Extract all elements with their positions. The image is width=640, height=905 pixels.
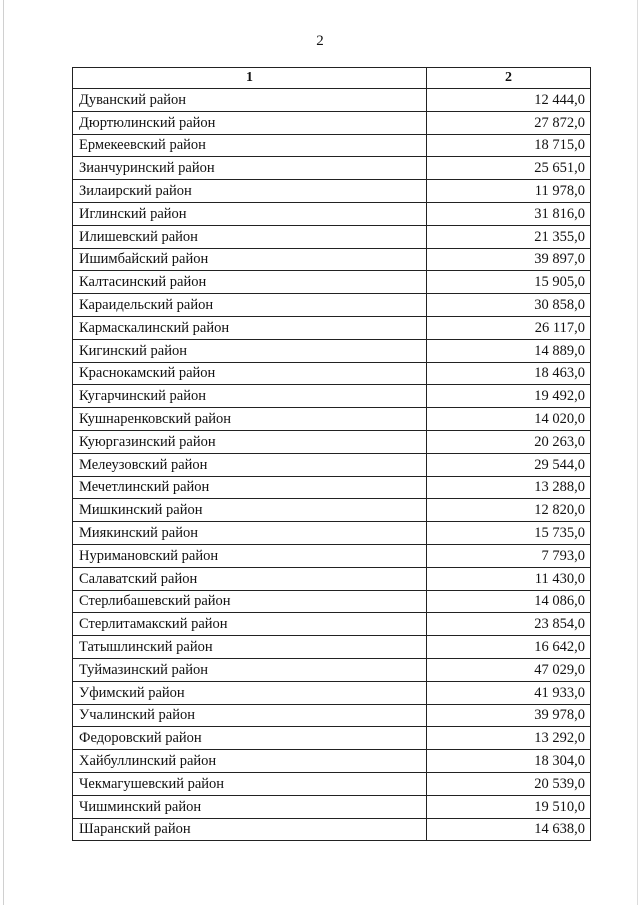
table-row [73, 681, 591, 704]
table-row [73, 522, 591, 545]
district-value-cell: 19 492,0 [427, 385, 591, 408]
district-name-cell: Стерлитамакский район [73, 613, 427, 636]
scan-edge-right [637, 0, 638, 905]
district-name-cell: Нуримановский район [73, 544, 427, 567]
district-name-cell: Кугарчинский район [73, 385, 427, 408]
district-name-cell: Шаранский район [73, 818, 427, 841]
district-value-cell: 23 854,0 [427, 613, 591, 636]
district-name-cell: Стерлибашевский район [73, 590, 427, 613]
table-row [73, 316, 591, 339]
table-row [73, 225, 591, 248]
table-row [73, 613, 591, 636]
district-value-cell: 26 117,0 [427, 316, 591, 339]
table-row [73, 567, 591, 590]
table-row [73, 134, 591, 157]
district-value-cell: 39 978,0 [427, 704, 591, 727]
district-name-cell: Чишминский район [73, 795, 427, 818]
district-value-cell: 11 430,0 [427, 567, 591, 590]
table-row [73, 704, 591, 727]
district-value-cell: 7 793,0 [427, 544, 591, 567]
district-value-cell: 20 263,0 [427, 430, 591, 453]
table-row [73, 111, 591, 134]
table-row [73, 636, 591, 659]
district-value-cell: 47 029,0 [427, 658, 591, 681]
district-value-cell: 13 292,0 [427, 727, 591, 750]
district-name-cell: Туймазинский район [73, 658, 427, 681]
district-name-cell: Краснокамский район [73, 362, 427, 385]
table-row [73, 89, 591, 112]
table-row [73, 180, 591, 203]
district-name-cell: Уфимский район [73, 681, 427, 704]
table-row [73, 362, 591, 385]
district-name-cell: Ермекеевский район [73, 134, 427, 157]
table-row [73, 271, 591, 294]
district-value-cell: 15 905,0 [427, 271, 591, 294]
district-value-cell: 16 642,0 [427, 636, 591, 659]
table-row [73, 385, 591, 408]
district-value-cell: 14 889,0 [427, 339, 591, 362]
district-name-cell: Дуванский район [73, 89, 427, 112]
district-value-cell: 20 539,0 [427, 772, 591, 795]
district-value-cell: 12 444,0 [427, 89, 591, 112]
table-row [73, 202, 591, 225]
district-name-cell: Мишкинский район [73, 499, 427, 522]
district-name-cell: Илишевский район [73, 225, 427, 248]
district-name-cell: Иглинский район [73, 202, 427, 225]
district-value-cell: 14 086,0 [427, 590, 591, 613]
district-value-cell: 30 858,0 [427, 294, 591, 317]
district-name-cell: Кигинский район [73, 339, 427, 362]
district-table [72, 67, 591, 841]
district-name-cell: Зианчуринский район [73, 157, 427, 180]
table-row [73, 248, 591, 271]
district-value-cell: 27 872,0 [427, 111, 591, 134]
district-value-cell: 14 020,0 [427, 408, 591, 431]
district-value-cell: 25 651,0 [427, 157, 591, 180]
district-value-cell: 11 978,0 [427, 180, 591, 203]
table-row [73, 818, 591, 841]
district-name-cell: Ишимбайский район [73, 248, 427, 271]
district-name-cell: Караидельский район [73, 294, 427, 317]
district-value-cell: 15 735,0 [427, 522, 591, 545]
district-value-cell: 18 304,0 [427, 750, 591, 773]
table-row [73, 294, 591, 317]
district-value-cell: 12 820,0 [427, 499, 591, 522]
district-name-cell: Татышлинский район [73, 636, 427, 659]
table-row [73, 795, 591, 818]
district-name-cell: Мелеузовский район [73, 453, 427, 476]
district-value-cell: 39 897,0 [427, 248, 591, 271]
table-row [73, 339, 591, 362]
table-row [73, 658, 591, 681]
table-body [73, 89, 591, 841]
table-row [73, 544, 591, 567]
table-row [73, 157, 591, 180]
district-value-cell: 31 816,0 [427, 202, 591, 225]
district-name-cell: Салаватский район [73, 567, 427, 590]
district-name-cell: Федоровский район [73, 727, 427, 750]
district-name-cell: Кармаскалинский район [73, 316, 427, 339]
table-row [73, 453, 591, 476]
district-value-cell: 18 463,0 [427, 362, 591, 385]
district-value-cell: 29 544,0 [427, 453, 591, 476]
district-value-cell: 41 933,0 [427, 681, 591, 704]
table-row [73, 750, 591, 773]
district-name-cell: Мечетлинский район [73, 476, 427, 499]
district-value-cell: 18 715,0 [427, 134, 591, 157]
table-row [73, 772, 591, 795]
table-row [73, 430, 591, 453]
table-row [73, 590, 591, 613]
district-name-cell: Учалинский район [73, 704, 427, 727]
column-header-2: 2 [427, 68, 591, 89]
table-row [73, 727, 591, 750]
district-name-cell: Миякинский район [73, 522, 427, 545]
table-row [73, 499, 591, 522]
district-name-cell: Хайбуллинский район [73, 750, 427, 773]
district-value-cell: 14 638,0 [427, 818, 591, 841]
district-name-cell: Дюртюлинский район [73, 111, 427, 134]
page-number: 2 [316, 33, 324, 49]
column-header-1: 1 [73, 68, 427, 89]
district-value-cell: 13 288,0 [427, 476, 591, 499]
table-row [73, 476, 591, 499]
table-row [73, 408, 591, 431]
table-header-row [73, 68, 591, 89]
district-value-cell: 21 355,0 [427, 225, 591, 248]
district-name-cell: Куюргазинский район [73, 430, 427, 453]
scan-edge-left [3, 0, 4, 905]
district-value-cell: 19 510,0 [427, 795, 591, 818]
district-name-cell: Чекмагушевский район [73, 772, 427, 795]
district-name-cell: Калтасинский район [73, 271, 427, 294]
district-name-cell: Зилаирский район [73, 180, 427, 203]
district-name-cell: Кушнаренковский район [73, 408, 427, 431]
